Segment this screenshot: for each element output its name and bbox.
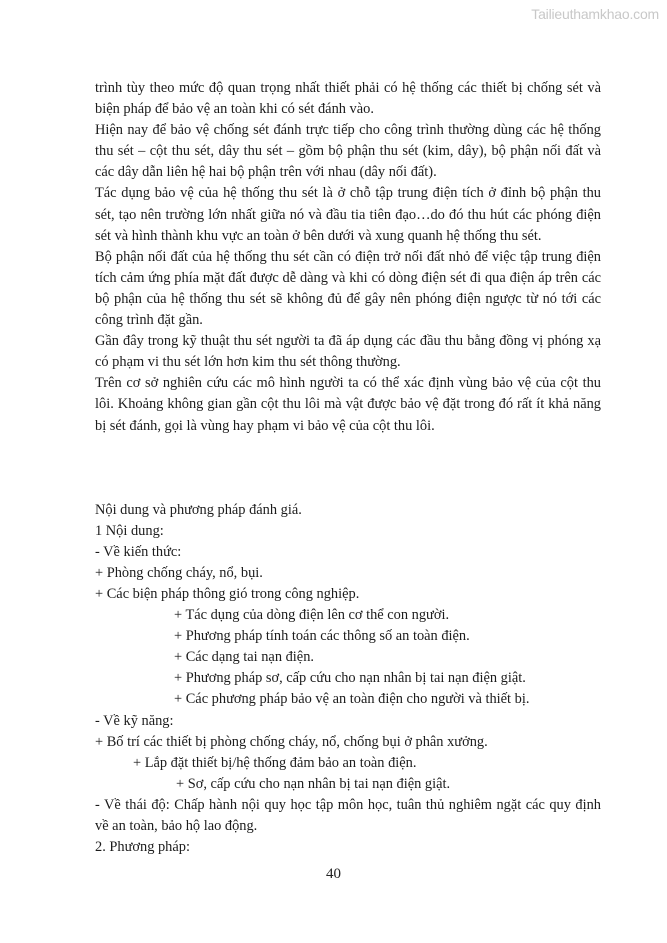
knowledge-label: - Về kiến thức: xyxy=(95,543,182,560)
knowledge-subitem: + Các phương pháp bảo vệ an toàn điện cho người và thiết bị. xyxy=(174,691,530,708)
knowledge-subitem: + Phương pháp sơ, cấp cứu cho nạn nhân bị tai nạn điện giật. xyxy=(174,670,526,687)
knowledge-item: + Phòng chống cháy, nổ, bụi. xyxy=(95,564,263,581)
evaluation-heading: Nội dung và phương pháp đánh giá. xyxy=(95,501,302,518)
method-heading: 2. Phương pháp: xyxy=(95,839,190,856)
paragraph: Gần đây trong kỹ thuật thu sét người ta đã áp dụng các đầu thu bằng đồng vị phóng xạ có phạm vi thu sét lớn hơn kim thu sét thông thường. xyxy=(95,333,601,371)
page-number: 40 xyxy=(326,866,341,882)
knowledge-subitem: + Phương pháp tính toán các thông số an toàn điện. xyxy=(174,628,470,645)
watermark: Tailieuthamkhao.com xyxy=(531,6,659,22)
paragraph: trình tùy theo mức độ quan trọng nhất thiết phải có hệ thống các thiết bị chống sét và biện pháp để bảo vệ an toàn khi có sét đánh vào. xyxy=(95,80,601,118)
paragraph: Bộ phận nối đất của hệ thống thu sét cần có điện trở nối đất nhỏ để việc tập trung điện tích cảm ứng phía mặt đất được dễ dàng và khi có dòng điện sét đi qua điện áp trên các bộ phận của hệ thống thu sét sẽ không đủ để gây nên phóng điện ngược từ nó tới các công trình đặt gần. xyxy=(95,248,601,329)
skills-item: + Bố trí các thiết bị phòng chống cháy, nổ, chống bụi ở phân xưởng. xyxy=(95,733,488,750)
skills-item: + Sơ, cấp cứu cho nạn nhân bị tai nạn điện giật. xyxy=(176,775,451,792)
knowledge-item: + Các biện pháp thông gió trong công nghiệp. xyxy=(95,585,360,602)
section-spacer xyxy=(95,437,601,500)
knowledge-subitem: + Tác dụng của dòng điện lên cơ thể con người. xyxy=(174,607,450,624)
paragraph: Tác dụng bảo vệ của hệ thống thu sét là ở chỗ tập trung điện tích ở đỉnh bộ phận thu sét, tạo nên trường lớn nhất giữa nó và đầu tia tiên đạo…do đó thu hút các phóng điện sét và hình thành khu vực an toàn ở bên dưới và xung quanh hệ thống thu sét. xyxy=(95,185,601,244)
skills-item: + Lắp đặt thiết bị/hệ thống đảm bảo an toàn điện. xyxy=(133,754,417,771)
skills-label: - Về kỹ năng: xyxy=(95,712,174,729)
attitude-text: - Về thái độ: Chấp hành nội quy học tập môn học, tuân thủ nghiêm ngặt các quy định về an toàn, bảo hộ lao động. xyxy=(95,796,601,834)
page-body xyxy=(95,78,601,858)
paragraph: Hiện nay để bảo vệ chống sét đánh trực tiếp cho công trình thường dùng các hệ thống thu sét – cột thu sét, dây thu sét – gồm bộ phận thu sét (kim, dây), bộ phận nối đất và các dây dẫn liên hệ hai bộ phận trên với nhau (dây nối đất). xyxy=(95,122,601,181)
knowledge-subitem: + Các dạng tai nạn điện. xyxy=(174,649,314,666)
paragraph: Trên cơ sở nghiên cứu các mô hình người ta có thể xác định vùng bảo vệ của cột thu lôi. Khoảng không gian gần cột thu lôi mà vật được bảo vệ đặt trong đó rất ít khả năng bị sét đánh, gọi là vùng hay phạm vi bảo vệ của cột thu lôi. xyxy=(95,375,601,434)
content-heading: 1 Nội dung: xyxy=(95,522,164,539)
